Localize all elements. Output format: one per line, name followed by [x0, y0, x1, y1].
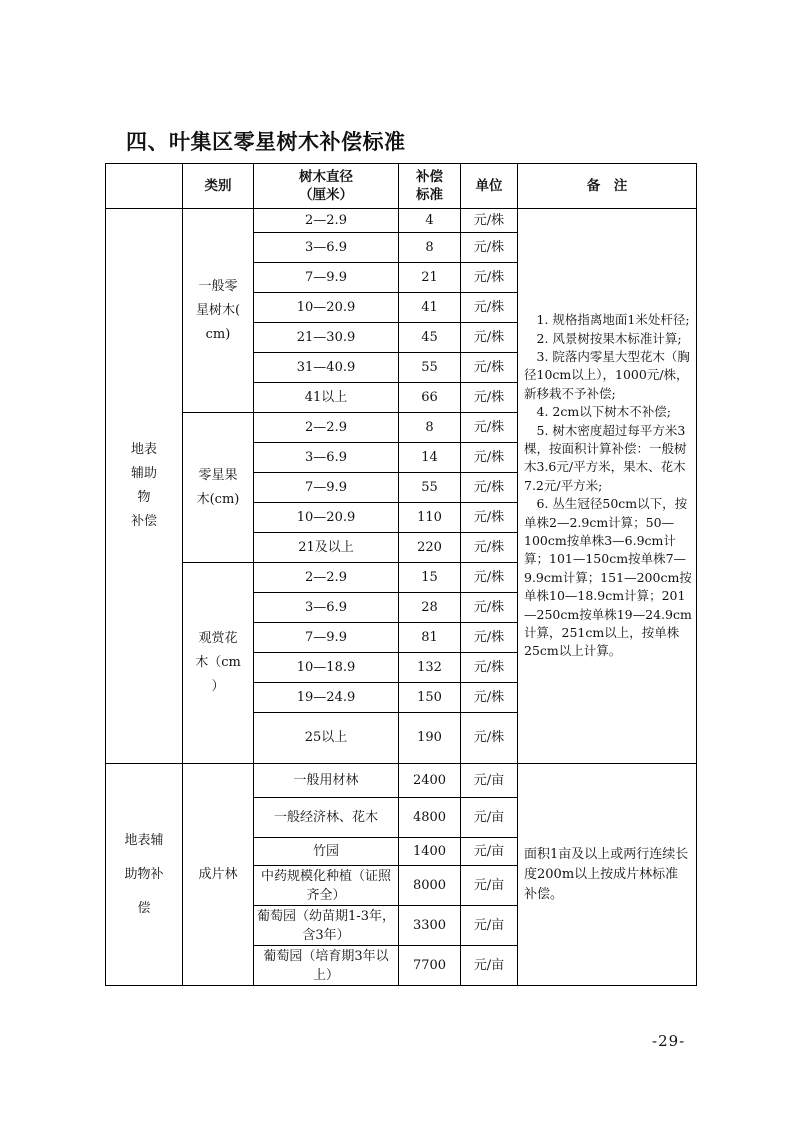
unit-cell: 元/株	[461, 383, 518, 413]
section-label: 地表辅 助物补 偿	[106, 764, 183, 986]
diameter-cell: 2—2.9	[254, 209, 399, 233]
item-cell: 一般经济林、花木	[254, 798, 399, 838]
diameter-cell: 2—2.9	[254, 563, 399, 593]
value-cell: 1400	[399, 838, 461, 866]
unit-cell: 元/株	[461, 503, 518, 533]
item-cell: 葡萄园（幼苗期1-3年，含3年）	[254, 906, 399, 946]
header-category: 类别	[183, 164, 254, 209]
compensation-table	[105, 163, 697, 986]
group-label: 一般零 星树木( cm)	[183, 209, 254, 413]
diameter-cell: 21—30.9	[254, 323, 399, 353]
value-cell: 4800	[399, 798, 461, 838]
header-row	[106, 164, 697, 209]
value-cell: 41	[399, 293, 461, 323]
unit-cell: 元/株	[461, 209, 518, 233]
header-standard: 补偿 标准	[399, 164, 461, 209]
value-cell: 220	[399, 533, 461, 563]
value-cell: 8000	[399, 866, 461, 906]
page-number: -29-	[652, 1032, 686, 1050]
unit-cell: 元/株	[461, 293, 518, 323]
diameter-cell: 41以上	[254, 383, 399, 413]
section-label: 地表 辅助 物 补偿	[106, 209, 183, 764]
value-cell: 15	[399, 563, 461, 593]
unit-cell: 元/亩	[461, 906, 518, 946]
item-cell: 中药规模化种植（证照齐全）	[254, 866, 399, 906]
unit-cell: 元/株	[461, 233, 518, 263]
diameter-cell: 7—9.9	[254, 623, 399, 653]
diameter-cell: 2—2.9	[254, 413, 399, 443]
unit-cell: 元/亩	[461, 838, 518, 866]
unit-cell: 元/株	[461, 563, 518, 593]
diameter-cell: 10—20.9	[254, 293, 399, 323]
diameter-cell: 7—9.9	[254, 473, 399, 503]
value-cell: 190	[399, 713, 461, 764]
value-cell: 150	[399, 683, 461, 713]
value-cell: 28	[399, 593, 461, 623]
diameter-cell: 10—20.9	[254, 503, 399, 533]
value-cell: 110	[399, 503, 461, 533]
item-cell: 一般用材林	[254, 764, 399, 798]
unit-cell: 元/亩	[461, 764, 518, 798]
group-label: 零星果 木(cm)	[183, 413, 254, 563]
unit-cell: 元/株	[461, 653, 518, 683]
unit-cell: 元/株	[461, 353, 518, 383]
unit-cell: 元/株	[461, 623, 518, 653]
unit-cell: 元/亩	[461, 798, 518, 838]
diameter-cell: 3—6.9	[254, 443, 399, 473]
item-cell: 竹园	[254, 838, 399, 866]
value-cell: 8	[399, 413, 461, 443]
unit-cell: 元/株	[461, 413, 518, 443]
diameter-cell: 31—40.9	[254, 353, 399, 383]
value-cell: 55	[399, 473, 461, 503]
remarks-cell: 面积1亩及以上或两行连续长度200m以上按成片林标准补偿。	[518, 764, 697, 986]
diameter-cell: 10—18.9	[254, 653, 399, 683]
value-cell: 21	[399, 263, 461, 293]
value-cell: 55	[399, 353, 461, 383]
diameter-cell: 3—6.9	[254, 593, 399, 623]
value-cell: 7700	[399, 946, 461, 986]
unit-cell: 元/株	[461, 713, 518, 764]
unit-cell: 元/株	[461, 593, 518, 623]
value-cell: 132	[399, 653, 461, 683]
header-remarks: 备 注	[518, 164, 697, 209]
value-cell: 66	[399, 383, 461, 413]
group-label: 观赏花 木（cm ）	[183, 563, 254, 764]
value-cell: 81	[399, 623, 461, 653]
value-cell: 14	[399, 443, 461, 473]
item-cell: 葡萄园（培育期3年以上）	[254, 946, 399, 986]
header-diameter: 树木直径 （厘米）	[254, 164, 399, 209]
value-cell: 4	[399, 209, 461, 233]
group-label: 成片林	[183, 764, 254, 986]
diameter-cell: 19—24.9	[254, 683, 399, 713]
unit-cell: 元/株	[461, 473, 518, 503]
unit-cell: 元/亩	[461, 946, 518, 986]
unit-cell: 元/株	[461, 443, 518, 473]
unit-cell: 元/株	[461, 323, 518, 353]
diameter-cell: 25以上	[254, 713, 399, 764]
diameter-cell: 3—6.9	[254, 233, 399, 263]
header-blank	[106, 164, 183, 209]
table-row	[106, 764, 697, 798]
unit-cell: 元/株	[461, 533, 518, 563]
unit-cell: 元/株	[461, 263, 518, 293]
page-title: 四、叶集区零星树木补偿标准	[126, 130, 406, 154]
unit-cell: 元/株	[461, 683, 518, 713]
remarks-cell: 1. 规格指离地面1米处杆径; 2. 风景树按果木标准计算; 3. 院落内零星大型花木（胸径10cm以上），1000元/株，新移栽不予补偿; 4. 2cm以下树木不补偿; 5. 树木密度超过每平方米3棵，按面积计算补偿：一般树木3.6元/平方米，果木、花木7.2元/平方米; 6. 丛生冠径50cm以下，按单株2—2.9cm计算；50—100cm按单株3—6.9cm计算；101—150cm按单株7—9.9cm计算；151—200cm按单株10—18.9cm计算；201—250cm按单株19—24.9cm计算，251cm以上，按单株25cm以上计算。	[518, 209, 697, 764]
diameter-cell: 21及以上	[254, 533, 399, 563]
value-cell: 45	[399, 323, 461, 353]
value-cell: 2400	[399, 764, 461, 798]
value-cell: 3300	[399, 906, 461, 946]
unit-cell: 元/亩	[461, 866, 518, 906]
table-row	[106, 209, 697, 233]
header-unit: 单位	[461, 164, 518, 209]
value-cell: 8	[399, 233, 461, 263]
diameter-cell: 7—9.9	[254, 263, 399, 293]
